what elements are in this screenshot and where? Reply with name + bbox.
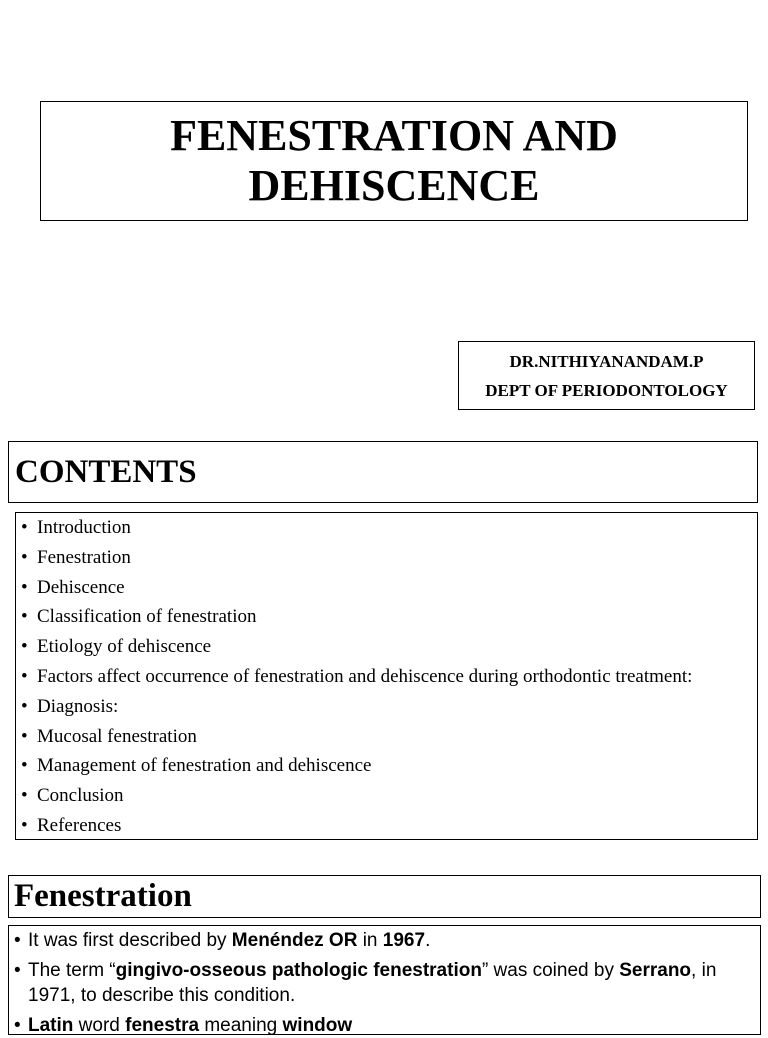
contents-item: • Factors affect occurrence of fenestration and dehiscence during orthodontic treatment: [16, 662, 757, 692]
fenestration-body-box [8, 925, 761, 1035]
contents-item: • Mucosal fenestration [16, 722, 757, 752]
contents-list [16, 513, 757, 841]
text-run: in [357, 930, 383, 951]
fenestration-bullet-3 [9, 1013, 760, 1038]
text-run: ” was coined by [481, 960, 620, 981]
bold-run: 1967 [382, 930, 426, 951]
bold-run: fenestra [125, 1015, 200, 1036]
contents-heading: CONTENTS [15, 453, 197, 490]
fenestration-bullet-2 [9, 958, 760, 1008]
contents-item: • Introduction [16, 513, 757, 543]
title-line-1: FENESTRATION AND [170, 111, 618, 160]
contents-item: • Dehiscence [16, 573, 757, 603]
fenestration-heading: Fenestration [14, 878, 192, 914]
title-box [40, 101, 748, 221]
contents-item: • References [16, 811, 757, 841]
bold-run: window [282, 1015, 353, 1036]
text-run: , in 1971, to describe this condition. [28, 960, 717, 1006]
title-line-2: DEHISCENCE [248, 161, 540, 210]
author-name: DR.NITHIYANANDAM.P [509, 351, 704, 371]
contents-item: • Etiology of dehiscence [16, 632, 757, 662]
fenestration-bullet-1 [9, 928, 760, 953]
contents-item: • Diagnosis: [16, 692, 757, 722]
author-department: DEPT OF PERIODONTOLOGY [485, 380, 728, 400]
bold-run: Latin [28, 1015, 74, 1036]
page-title [170, 111, 618, 211]
fenestration-list [9, 928, 760, 1038]
contents-item: • Conclusion [16, 781, 757, 811]
text-run: . [425, 930, 431, 951]
text-run: meaning [199, 1015, 283, 1036]
fenestration-heading-box [8, 875, 761, 918]
text-run: The term “ [28, 960, 116, 981]
text-run: It was first described by [28, 930, 232, 951]
text-run: word [73, 1015, 126, 1036]
contents-heading-box [8, 441, 758, 503]
bold-run: Menéndez OR [231, 930, 358, 951]
bold-run: gingivo-osseous pathologic fenestration [115, 960, 482, 981]
bold-run: Serrano [619, 960, 692, 981]
contents-list-box [15, 512, 758, 840]
author-box [458, 341, 755, 410]
contents-item: • Management of fenestration and dehiscence [16, 751, 757, 781]
contents-item: • Fenestration [16, 543, 757, 573]
contents-item: • Classification of fenestration [16, 602, 757, 632]
